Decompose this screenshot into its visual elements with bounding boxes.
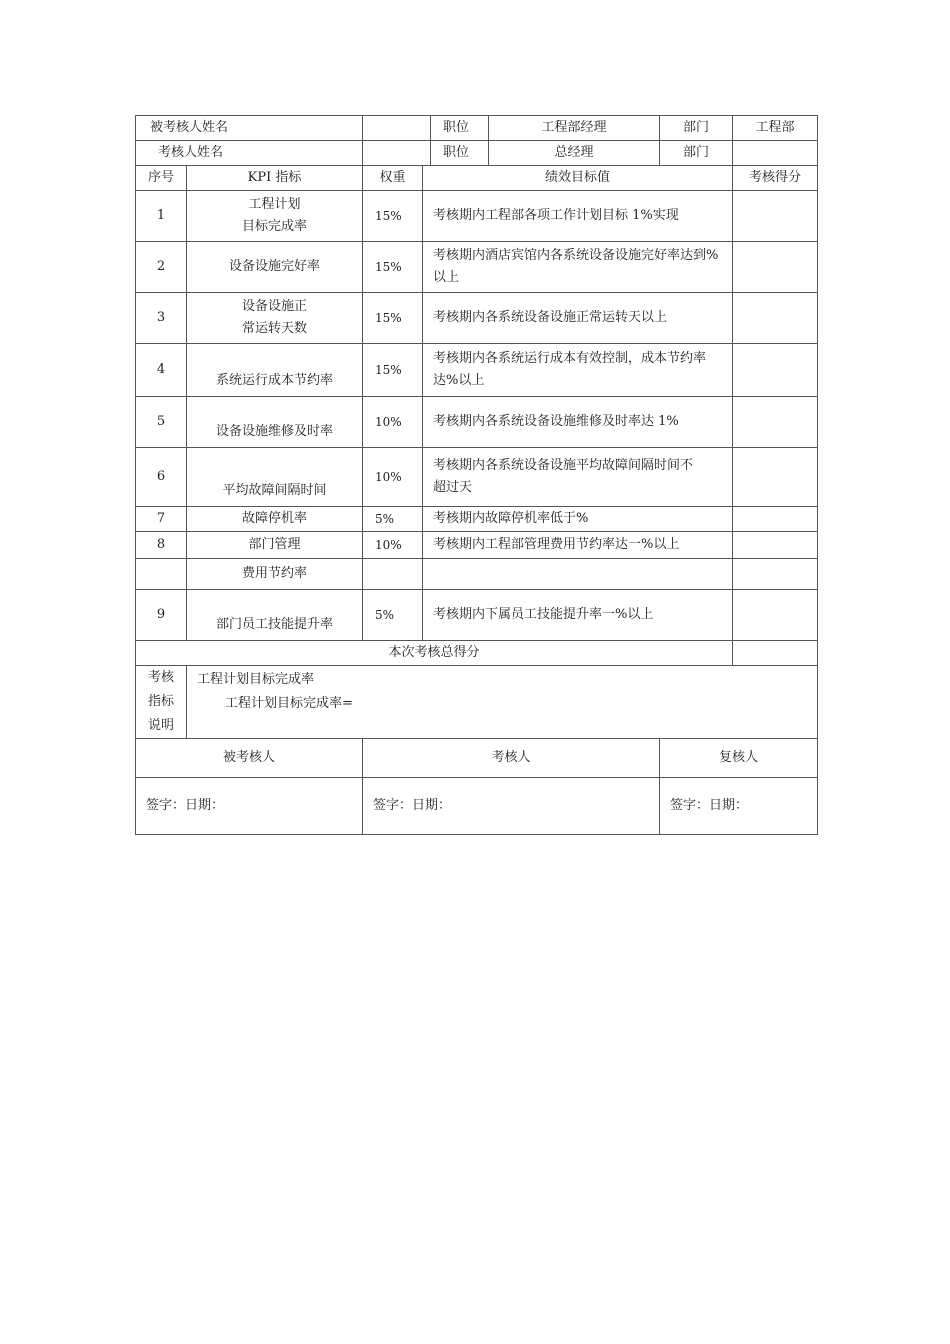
- kpi-assessment-form: [135, 115, 817, 835]
- total-score: [733, 641, 818, 666]
- position-label: 职位: [431, 116, 489, 141]
- notes-row: [136, 666, 818, 739]
- row-kpi-line1: 部门管理: [248, 537, 301, 552]
- row-score: [733, 242, 818, 293]
- assessor-label: 考核人姓名: [136, 141, 363, 166]
- table-row: [136, 448, 818, 507]
- row-target-line1: 考核期内酒店宾馆内各系统设备设施完好率达到%: [433, 248, 719, 263]
- row-weight: 10%: [363, 448, 423, 507]
- row-kpi-line1: 工程计划: [248, 197, 301, 212]
- row-kpi: [187, 559, 363, 590]
- row-target-line2: 以上: [433, 270, 460, 285]
- row-score: [733, 293, 818, 344]
- row-target-line2: 达%以上: [433, 373, 485, 388]
- notes-line2: 工程计划目标完成率=: [225, 696, 353, 711]
- signoff-assessee: 被考核人: [136, 739, 363, 778]
- row-target: [423, 532, 733, 559]
- signoff-sign-row: [136, 778, 818, 835]
- table-row: [136, 242, 818, 293]
- row-score: [733, 590, 818, 641]
- assessee-position: 工程部经理: [489, 116, 660, 141]
- table-row: [136, 559, 818, 590]
- row-target: [423, 293, 733, 344]
- row-target-line1: 考核期内下属员工技能提升率一%以上: [433, 607, 654, 622]
- row-kpi: [187, 242, 363, 293]
- row-kpi: [187, 344, 363, 397]
- assessee-row: [136, 116, 818, 141]
- row-score: [733, 344, 818, 397]
- col-target: 绩效目标值: [423, 166, 733, 191]
- row-no: 4: [136, 344, 187, 397]
- row-no: 3: [136, 293, 187, 344]
- row-target: [423, 191, 733, 242]
- row-weight: 10%: [363, 397, 423, 448]
- row-target: [423, 397, 733, 448]
- row-target-line1: 考核期内各系统运行成本有效控制，成本节约率: [433, 351, 707, 366]
- row-no: 7: [136, 507, 187, 532]
- row-target-line1: 考核期内各系统设备设施维修及时率达 1%: [433, 414, 679, 429]
- row-kpi-line2: 常运转天数: [242, 321, 308, 336]
- dept-label: 部门: [660, 116, 733, 141]
- row-score: [733, 397, 818, 448]
- row-target: [423, 448, 733, 507]
- column-header-row: [136, 166, 818, 191]
- row-kpi-line1: 设备设施正: [242, 299, 308, 314]
- row-no: 5: [136, 397, 187, 448]
- reviewer-sign: 签字：日期：: [660, 778, 818, 835]
- row-target: [423, 242, 733, 293]
- notes-label: [136, 666, 187, 739]
- row-target: [423, 559, 733, 590]
- notes-line1: 工程计划目标完成率: [197, 672, 315, 687]
- row-weight: 5%: [363, 507, 423, 532]
- assessee-name-field: [363, 116, 431, 141]
- signoff-header-row: [136, 739, 818, 778]
- row-kpi-line1: 故障停机率: [242, 511, 308, 526]
- row-score: [733, 532, 818, 559]
- row-score: [733, 559, 818, 590]
- row-kpi-line1: 系统运行成本节约率: [216, 373, 334, 388]
- notes-label-line: 考核: [147, 670, 174, 685]
- row-weight: 15%: [363, 293, 423, 344]
- row-score: [733, 448, 818, 507]
- row-kpi: [187, 532, 363, 559]
- col-kpi: KPI 指标: [187, 166, 363, 191]
- total-row: [136, 641, 818, 666]
- row-kpi: [187, 191, 363, 242]
- assessor-name-field: [363, 141, 431, 166]
- assessor-position: 总经理: [489, 141, 660, 166]
- notes-label-line: 指标: [147, 694, 174, 709]
- table-row: [136, 507, 818, 532]
- row-target: [423, 590, 733, 641]
- table-row: [136, 590, 818, 641]
- row-target-line1: 考核期内工程部管理费用节约率达一%以上: [433, 537, 680, 552]
- assessee-dept: 工程部: [733, 116, 818, 141]
- assessor-sign: 签字：日期：: [363, 778, 660, 835]
- row-target-line1: 考核期内工程部各项工作计划目标 1%实现: [433, 208, 679, 223]
- assessee-sign: 签字：日期：: [136, 778, 363, 835]
- row-target-line1: 考核期内故障停机率低于%: [433, 511, 589, 526]
- row-target: [423, 344, 733, 397]
- row-kpi-line1: 平均故障间隔时间: [222, 483, 327, 498]
- row-kpi: [187, 397, 363, 448]
- table-row: [136, 293, 818, 344]
- notes-label-line: 说明: [147, 718, 174, 733]
- assessor-position-label: 职位: [431, 141, 489, 166]
- col-weight: 权重: [363, 166, 423, 191]
- row-no: 9: [136, 590, 187, 641]
- row-weight: 10%: [363, 532, 423, 559]
- assessor-dept: [733, 141, 818, 166]
- row-kpi: [187, 293, 363, 344]
- row-kpi-line1: 设备设施完好率: [229, 259, 321, 274]
- assessor-dept-label: 部门: [660, 141, 733, 166]
- row-weight: 15%: [363, 344, 423, 397]
- row-no: 6: [136, 448, 187, 507]
- row-score: [733, 507, 818, 532]
- row-kpi-line1: 部门员工技能提升率: [216, 617, 334, 632]
- row-no: 2: [136, 242, 187, 293]
- table-row: [136, 397, 818, 448]
- assessee-label: 被考核人姓名: [136, 116, 363, 141]
- row-weight: 15%: [363, 242, 423, 293]
- row-weight: [363, 559, 423, 590]
- table-row: [136, 532, 818, 559]
- row-kpi: [187, 448, 363, 507]
- row-weight: 15%: [363, 191, 423, 242]
- signoff-assessor: 考核人: [363, 739, 660, 778]
- table-row: [136, 191, 818, 242]
- signoff-reviewer: 复核人: [660, 739, 818, 778]
- row-no: [136, 559, 187, 590]
- row-kpi: [187, 590, 363, 641]
- col-no: 序号: [136, 166, 187, 191]
- row-target: [423, 507, 733, 532]
- row-target-line1: 考核期内各系统设备设施正常运转天以上: [433, 310, 668, 325]
- row-target-line1: 考核期内各系统设备设施平均故障间隔时间不: [433, 458, 694, 473]
- row-target-line2: 超过天: [433, 480, 473, 495]
- kpi-table: [135, 115, 818, 835]
- notes-body: [187, 666, 818, 739]
- row-kpi-line1: 设备设施维修及时率: [216, 424, 334, 439]
- row-kpi-line2: 目标完成率: [242, 219, 308, 234]
- row-no: 1: [136, 191, 187, 242]
- assessor-row: [136, 141, 818, 166]
- row-score: [733, 191, 818, 242]
- row-weight: 5%: [363, 590, 423, 641]
- row-kpi-line1: 费用节约率: [242, 566, 308, 581]
- total-label: 本次考核总得分: [136, 641, 733, 666]
- row-no: 8: [136, 532, 187, 559]
- table-row: [136, 344, 818, 397]
- col-score: 考核得分: [733, 166, 818, 191]
- row-kpi: [187, 507, 363, 532]
